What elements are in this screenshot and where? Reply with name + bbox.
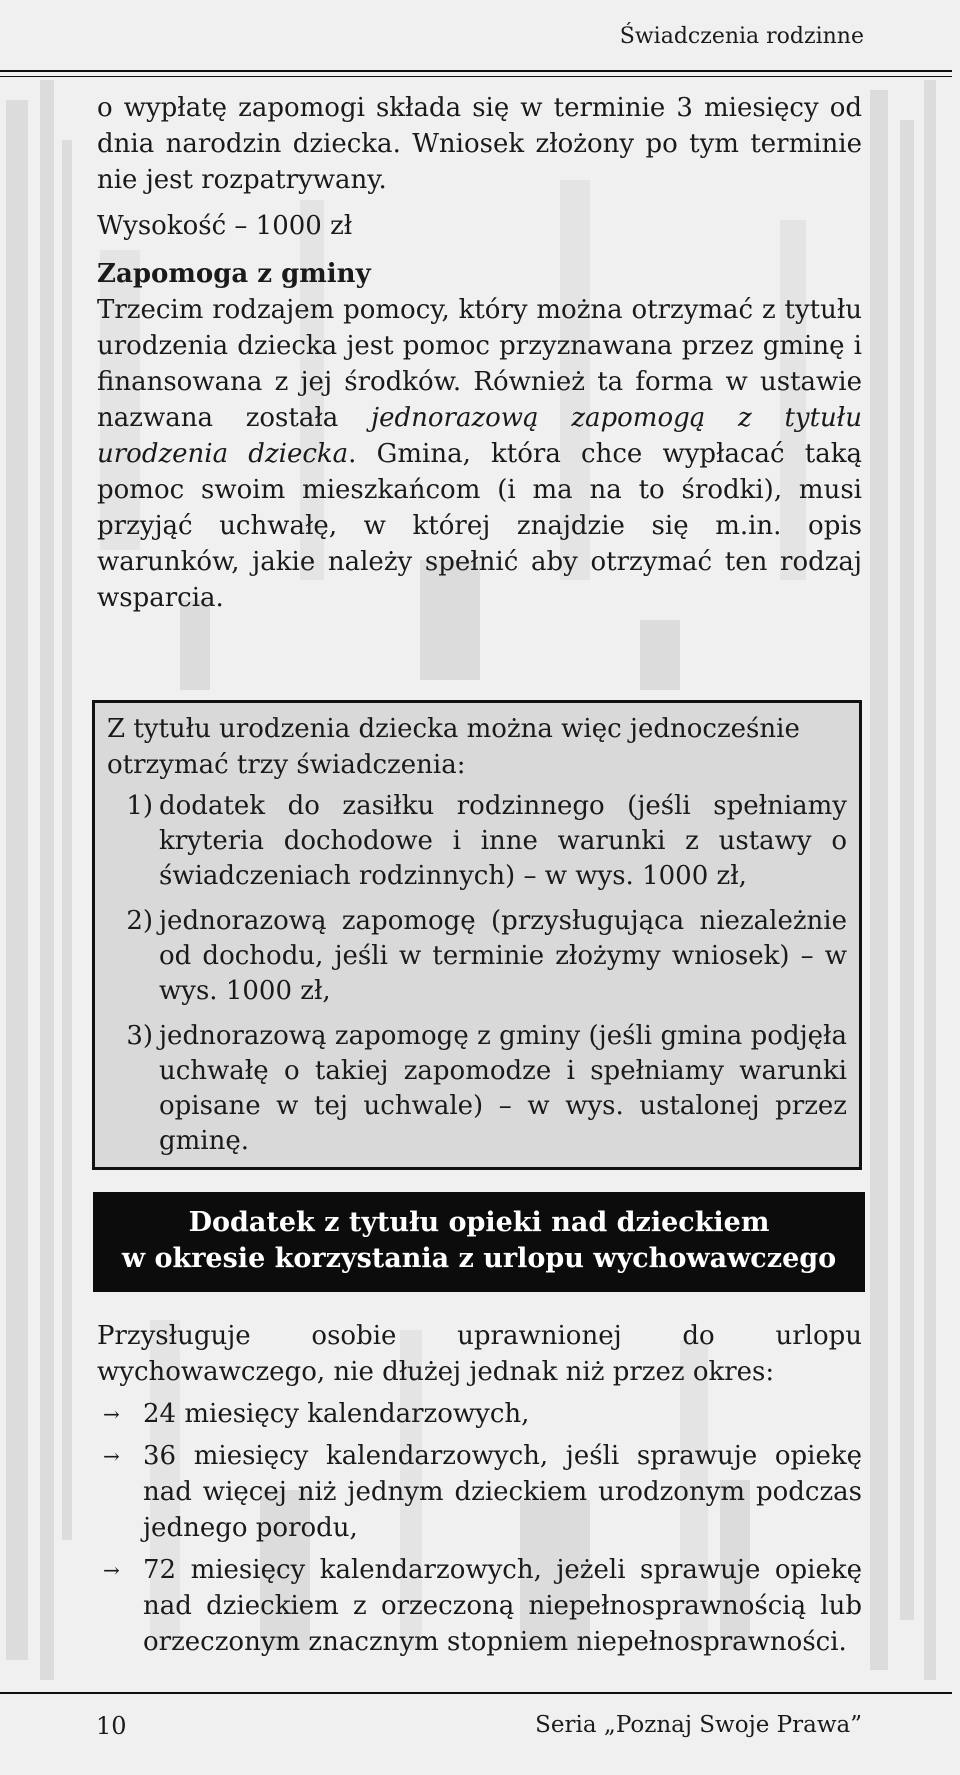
- list-item: [97, 1438, 862, 1546]
- footer-rule: [0, 1692, 952, 1694]
- summary-item: [107, 789, 847, 894]
- section-heading-line-1: Dodatek z tytułu opieki nad dzieckiem: [188, 1207, 770, 1238]
- main-text: [97, 90, 862, 616]
- arrow-right-icon: →: [103, 1558, 120, 1582]
- header-rule-thin: [0, 76, 952, 77]
- section-heading-line-2: w okresie korzystania z urlopu wychowawczego: [121, 1243, 837, 1274]
- summary-item-text: dodatek do zasiłku rodzinnego (jeśli spełniamy kryteria dochodowe i inne warunki z ustawy o świadczeniach rodzinnych) – w wys. 1000 zł,: [159, 791, 847, 891]
- paragraph-gmina: [97, 292, 862, 616]
- list-item-text: 72 miesięcy kalendarzowych, jeżeli sprawuje opiekę nad dzieckiem z orzeczoną niepełnosprawnością lub orzeczonym znacznym stopniem niepełnosprawności.: [143, 1555, 862, 1657]
- summary-item-number: 2): [126, 906, 153, 936]
- section-intro: Przysługuje osobie uprawnionej do urlopu wychowawczego, nie dłużej jednak niż przez okres:: [97, 1321, 862, 1387]
- list-item-text: 24 miesięcy kalendarzowych,: [143, 1399, 530, 1429]
- running-header: Świadczenia rodzinne: [619, 24, 864, 49]
- list-item: [97, 1552, 862, 1660]
- summary-item-text: jednorazową zapomogę z gminy (jeśli gmina podjęła uchwałę o takiej zapomodze i spełniamy warunki opisane w tej uchwale) – w wys. ustalonej przez gminę.: [159, 1021, 847, 1156]
- summary-item: [107, 1019, 847, 1159]
- summary-intro: Z tytułu urodzenia dziecka można więc jednocześnie otrzymać trzy świadczenia:: [107, 714, 800, 780]
- summary-item-number: 1): [126, 791, 153, 821]
- list-item-text: 36 miesięcy kalendarzowych, jeśli sprawuje opiekę nad więcej niż jednym dzieckiem urodzonym podczas jednego porodu,: [143, 1441, 862, 1543]
- paragraph-gmina-italic: jednorazową zapomogą z tytułu urodzenia dziecka: [97, 403, 862, 469]
- series-title: Seria „Poznaj Swoje Prawa”: [535, 1712, 862, 1738]
- paragraph-gmina-start: Trzecim rodzajem pomocy, który można otrzymać z tytułu urodzenia dziecka jest pomoc przyznawana przez gminę i finansowana z jej środków. Również ta forma w ustawie nazwana została: [97, 295, 862, 433]
- amount-line: Wysokość – 1000 zł: [97, 211, 353, 241]
- summary-item-text: jednorazową zapomogę (przysługująca niezależnie od dochodu, jeśli w terminie złożymy wniosek) – w wys. 1000 zł,: [159, 906, 847, 1006]
- arrow-right-icon: →: [103, 1402, 120, 1426]
- arrow-right-icon: →: [103, 1444, 120, 1468]
- paragraph-continued: o wypłatę zapomogi składa się w terminie 3 miesięcy od dnia narodzin dziecka. Wniosek złożony po tym terminie nie jest rozpatrywany.: [97, 93, 862, 195]
- summary-item: [107, 904, 847, 1009]
- list-item: [97, 1396, 862, 1432]
- header-rule: [0, 70, 952, 72]
- section-heading-banner: [93, 1192, 865, 1292]
- section-body: [97, 1318, 862, 1660]
- summary-box: [92, 700, 862, 1170]
- page-number: 10: [96, 1712, 127, 1740]
- paragraph-gmina-end: . Gmina, która chce wypłacać taką pomoc swoim mieszkańcom (i ma na to środki), musi przyjąć uchwałę, w której znajdzie się m.in. opis warunków, jakie należy spełnić aby otrzymać ten rodzaj wsparcia.: [97, 439, 862, 613]
- summary-item-number: 3): [126, 1021, 153, 1051]
- subheading-zapomoga-z-gminy: Zapomoga z gminy: [97, 259, 371, 289]
